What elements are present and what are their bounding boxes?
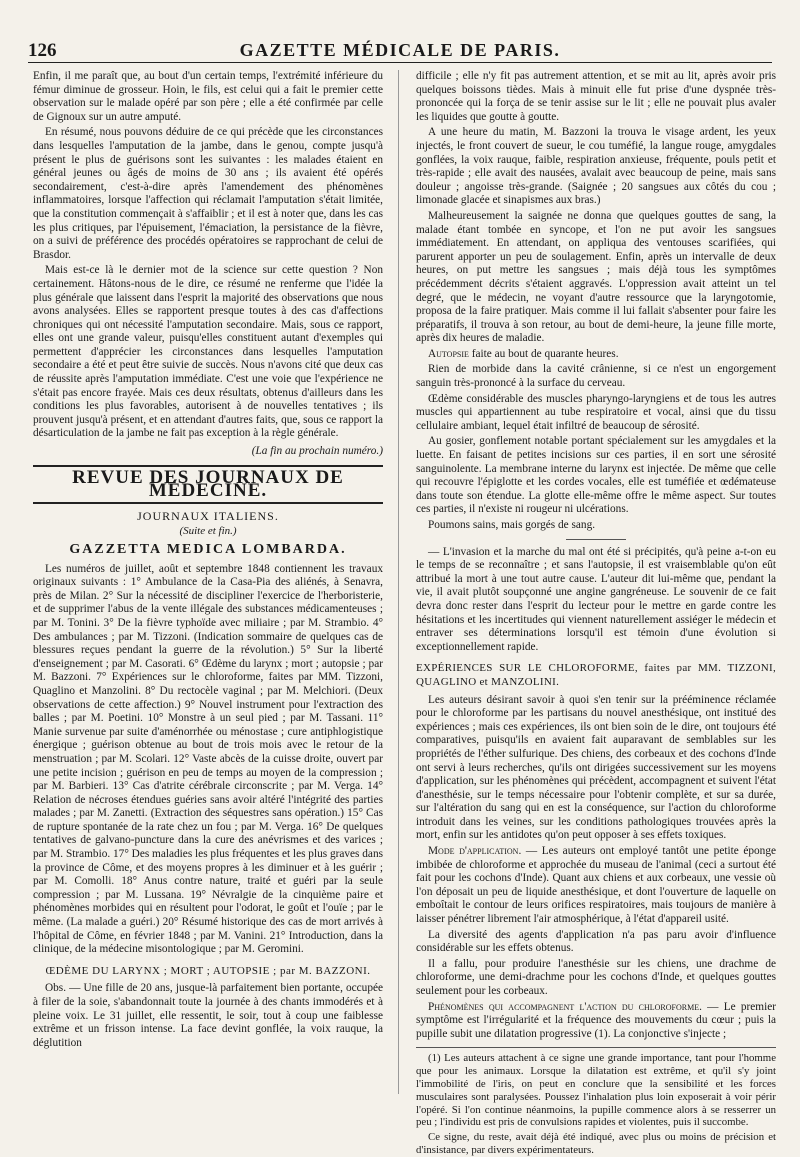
paragraph: [416, 845, 776, 927]
column-divider: [398, 70, 399, 1094]
article-title: ŒDÈME DU LARYNX ; MORT ; AUTOPSIE ; par M. BAZZONI.: [45, 964, 371, 977]
paragraph: Mais est-ce là le dernier mot de la science sur cette question ? Non certainement. Hâtons-nous de le dire, ce résumé ne renferme que l'idée la plus générale que laissent dans l'esprit la majorité des observations que nous avons analysées. Elles se rapportent presque toutes à des cas d'affections chroniques qui ont nécessité l'amputation secondaire. Mais, sous ce rapport, elles ont une grande valeur, puisqu'elles constituent autant d'exemples qui permettent d'apprécier les circonstances dans lesquelles l'amputation secondaire a été et peut être suivie de succès. Nous n'avons cité que deux cas de réussite après l'amputation immédiate. C'est une voie que l'expérience ne s'était pas encore frayée. Mais ces deux résultats, obtenus d'ailleurs dans les conditions les plus favorables, autorisent à de nouvelles tentatives ; ils prouvent jusqu'à présent, et en attendant d'autres faits, que, sous ce rapport la désarticulation de la jambe ne fait pas exception à la règle générale.: [33, 264, 383, 440]
paragraph: — L'invasion et la marche du mal ont été si précipités, qu'à peine a-t-on eu le temps de se reconnaître ; et sans l'autopsie, il est vraisemblable qu'on eût attribué la mort à une tout autre cause. L'auteur dit lui-même que, pendant la vie, il avait plutôt soupçonné une angine gangréneuse. Le souvenir de ce fait devra donc rester dans l'esprit du lecteur pour le mettre en garde contre les hésitations et les incertitudes qui viennent naturellement assiéger le médecin et entraver ses déterminations lorsqu'il est témoin d'une évolution si exceptionnellement rapide.: [416, 545, 776, 653]
paragraph: Œdème considérable des muscles pharyngo-laryngiens et de tous les autres muscles qui appartiennent au tube respiratoire et vocal, ainsi que du tissu cellulaire ambiant, lequel était infiltré de beaucoup de sérosité.: [416, 392, 776, 432]
masthead: GAZZETTA MEDICA LOMBARDA.: [69, 542, 347, 557]
left-column: [33, 70, 383, 1094]
footnote-text: (1) Les auteurs attachent à ce signe une grande importance, tant pour l'homme que pour les animaux. Lorsque la dilatation est extrême, et qu'il s'y joint l'immobilité de l'iris, on peut en conclure que la sensibilité et les forces musculaires sont paralysées. Poussez l'inhalation plus loin exposerait à voir périr l'opéré. Si l'on continue néanmoins, la pupille commence alors à se resserrer un peu ; l'individu est pris de convulsions rapides et violentes, puis il succombe.: [416, 1052, 776, 1129]
paragraph: Il a fallu, pour produire l'anesthésie sur les chiens, une drachme de chloroforme, une demi-drachme pour les cochons d'Inde, et quelques gouttes seulement pour les corbeaux.: [416, 957, 776, 997]
journal-title: GAZETTE MÉDICALE DE PARIS.: [239, 40, 561, 60]
paragraph: Obs. — Une fille de 20 ans, jusque-là parfaitement bien portante, occupée à filer de la soie, s'abandonnait toute la journée à des chants immodérés et à pleine voix. Le 31 juillet, elle ressentit, le soir, tout à coup une faiblesse extrême et un frisson intense. La face devint gonflée, la voix rauque, la déglutition: [33, 982, 383, 1049]
run-in-label: Phénomènes qui accompagnent l'action du chloroforme.: [428, 1000, 702, 1013]
article-title: EXPÉRIENCES SUR LE CHLOROFORME, faites par MM. TIZZONI, QUAGLINO et MANZOLINI.: [416, 662, 776, 688]
continued-note: (La fin au prochain numéro.): [251, 445, 383, 458]
right-column: [416, 70, 776, 1156]
paragraph: difficile ; elle n'y fit pas autrement attention, et se mit au lit, après avoir pris quelques boissons tièdes. Mais à minuit elle fut prise d'une dyspnée très-prononcée qui la força de se tenir assise sur le lit ; elle ne pouvait plus avaler les liquides que goutte à goutte.: [416, 70, 776, 123]
paragraph: Rien de morbide dans la cavité crânienne, si ce n'est un engorgement sanguin très-prononcé à la surface du cerveau.: [416, 363, 776, 390]
subsection-note: (Suite et fin.): [179, 525, 237, 538]
footnote-text: Ce signe, du reste, avait déjà été indiqué, avec plus ou moins de précision et d'insistance, par divers expérimentateurs.: [416, 1131, 776, 1156]
footnote: [416, 1047, 776, 1156]
paragraph: [416, 1001, 776, 1042]
paragraph: [416, 348, 776, 362]
paragraph: Malheureusement la saignée ne donna que quelques gouttes de sang, la malade étant tombée en syncope, et l'on ne put avoir les sangsues immédiatement. En attendant, on appliqua des ventouses scarifiées, qui parurent apporter un peu de soulagement. Enfin, après un intervalle de deux heures, on put mettre les sangsues ; mais déjà tous les symptômes précédemment décrits s'étaient aggravés. L'oppression avait atteint un tel degré, que le médecin, ne voyant d'autre ressource que la laryngotomie, proposa de la faire pratiquer. Mais comme il lui fallait s'absenter pour faire les préparatifs, il trouva à son retour, au bout de demi-heure, la jeune fille morte, après dix heures de maladie.: [416, 209, 776, 345]
paragraph-text: — Le premier symptôme est l'irrégularité et la fréquence des mouvements du cœur ; puis la pupille subit une dilatation progressive (1). La conjonctive s'injecte ;: [416, 1000, 776, 1040]
subsection-title: JOURNAUX ITALIENS.: [137, 508, 279, 523]
paragraph: La diversité des agents d'application n'a pas paru avoir d'influence considérable sur les effets obtenus.: [416, 928, 776, 955]
paragraph: Les auteurs désirant savoir à quoi s'en tenir sur la prééminence réclamée pour le chloroforme par les partisans du nouvel anesthésique, ont institué des expériences ; mais ces expériences, ils ont bien soin de le dire, ont toujours été comparatives, puisqu'ils en avaient fait auparavant de semblables sur les propriétés de l'éther sulfurique. Des chiens, des corbeaux et des cochons d'Inde ont servi à leurs recherches, qu'ils ont dirigées successivement sur les moyens d'application, sur les phénomènes qui précèdent, accompagnent et suivent l'état d'anesthésie, sur le temps nécessaire pour l'obtenir complète, et sur sa durée, sur l'altération du sang qui en est la conséquence, sur l'action du chloroforme introduit dans les veines, sur les conditions pathologiques trouvées après la mort, enfin sur les antidotes qu'on peut opposer à ses effets toxiques.: [416, 693, 776, 842]
paragraph: Les numéros de juillet, août et septembre 1848 contiennent les travaux originaux suivants : 1° Ambulance de la Casa-Pia des aliénés, à Senavra, près de Milan. 2° Sur la nécessité de discipliner l'exercice de l'herboristerie, et de supprimer l'abus de la vente illégale des substances médicamenteuses ; par M. Tonini. 3° De la fièvre typhoïde avec miliaire ; par M. Strambio. 4° Des ambulances ; par M. Tizzoni. (Indication sommaire de quelques cas de blessures reçues pendant la guerre de la révolution.) 5° Sur la liberté d'enseignement ; par M. Casorati. 6° Œdème du larynx ; mort ; autopsie ; par M. Bazzoni. 7° Expériences sur le chloroforme, faites par MM. Tizzoni, Quaglino et Manzolini. 8° Du rectocèle vaginal ; par M. Melchiori. (Deux observations de cette affection.) 9° Nouvel instrument pour l'extraction des balles ; par M. Poetini. 10° Monstre à un seul pied ; par M. Tassani. 11° Manie survenue par suite d'aménorrhée ou ménostase ; cure antiphlogistique énergique ; guérison obtenue au bout de trois mois avec le retour de la menstruation ; par M. Scolari. 12° Vaste abcès de la cuisse droite, ouvert par une petite incision ; guérison en peu de temps au moyen de la compression ; par M. Barbieri. 13° Cas d'atrite cérébrale circonscrite ; par M. Verga. 14° Relation de nécroses étendues guéries sans avoir altéré l'intégrité des parties malades ; par M. Zanetti. (Extraction des séquestres sans opération.) 15° Cas de rupture spontanée de la rate chez un fou ; par M. Verga. 16° De quelques tentatives de galvano-puncture dans la cure des anévrismes et des varices ; par M. Strambio. 17° Des maladies les plus fréquentes et les plus graves dans la province de Côme, et des moyens propres à les diminuer et à les guérir ; par M. Comolli. 18° Anus contre nature, traité et guéri par la seule compression ; par M. Lussana. 19° Névralgie de la cinquième paire et phénomènes morbides qui en résultent pour l'odorat, le goût et l'ouïe ; par le même. (La malade a guéri.) 20° Résumé historique des cas de mort arrivés à l'hôpital de Côme, en février 1848 ; par M. Vanini. 21° Introduction, dans la clinique, de la médecine misontologique ; par M. Geromini.: [33, 562, 383, 956]
divider: [566, 539, 626, 540]
running-header: [28, 40, 772, 63]
page-number: 126: [28, 40, 57, 61]
run-in-label: Mode d'application.: [428, 845, 522, 858]
paragraph: A une heure du matin, M. Bazzoni la trouva le visage ardent, les yeux injectés, le front couvert de sueur, le cou tuméfié, la langue rouge, amygdales gonflées, la voix rauque, faible, respiration anxieuse, fréquente, pouls petit et très-rapide ; elle avait des nausées, avalait avec beaucoup de peine, mais sans douleur ; angoisse très-grande. (Saignée ; 20 sangsues aux côtés du cou ; limonade glacée et sinapismes aux bras.): [416, 126, 776, 207]
paragraph-text: faite au bout de quarante heures.: [468, 347, 619, 360]
paragraph: Au gosier, gonflement notable portant spécialement sur les amygdales et la luette. En faisant de petites incisions sur ces parties, il en sort une sérosité sanguinolente. La membrane interne du larynx est injectée. De même que celle qui recouvre l'épiglotte et les cordes vocales, elle est tuméfiée et œdémateuse dans toute son étendue. La glotte elle-même offre le même aspect. Sur toutes ces parties, il n'existe ni rougeur ni ulcérations.: [416, 435, 776, 516]
paragraph: Enfin, il me paraît que, au bout d'un certain temps, l'extrémité inférieure du fémur diminue de grosseur. Hoin, le fils, est celui qui a fait le premier cette observation sur le malade opéré par son père ; elle a été confirmée par celle de Gignoux sur un autre amputé.: [33, 70, 383, 123]
paragraph-text: — Les auteurs ont employé tantôt une petite éponge imbibée de chloroforme et approchée du museau de l'animal (ceci a surtout été fait pour les cochons d'Inde). Quant aux chiens et aux corbeaux, une vessie où l'on déposait un peu de liquide anesthésique, et dont l'ouverture de laquelle on emboîtait le contour de leurs orifices respiratoires, mais toujours de manière à laisser pénétrer librement l'air atmosphérique, à l'état d'appareil usité.: [416, 845, 776, 926]
section-banner: REVUE DES JOURNAUX DE MÉDECINE.: [33, 465, 383, 504]
paragraph: Poumons sains, mais gorgés de sang.: [428, 519, 596, 531]
run-in-label: Autopsie: [428, 347, 469, 360]
paragraph: En résumé, nous pouvons déduire de ce qui précède que les circonstances dans lesquelles l'amputation de la jambe, dans le genou, compte jusqu'à présent le plus de guérisons sont les suivantes : les malades étaient en général jeunes ou âgés de moins de 30 ans ; ils avaient été opérés secondairement, c'est-à-dire après l'amendement des phénomènes inflammatoires, lorsque l'affection qui réclamait l'amputation s'était limitée, que la constitution commençait à s'affaiblir ; et il est à noter que, dans les cas les plus critiques, par l'épuisement, l'émaciation, la persistance de la fièvre, on a suivi de préférence des procédés opératoires se rapprochant de celui de Brasdor.: [33, 126, 383, 261]
